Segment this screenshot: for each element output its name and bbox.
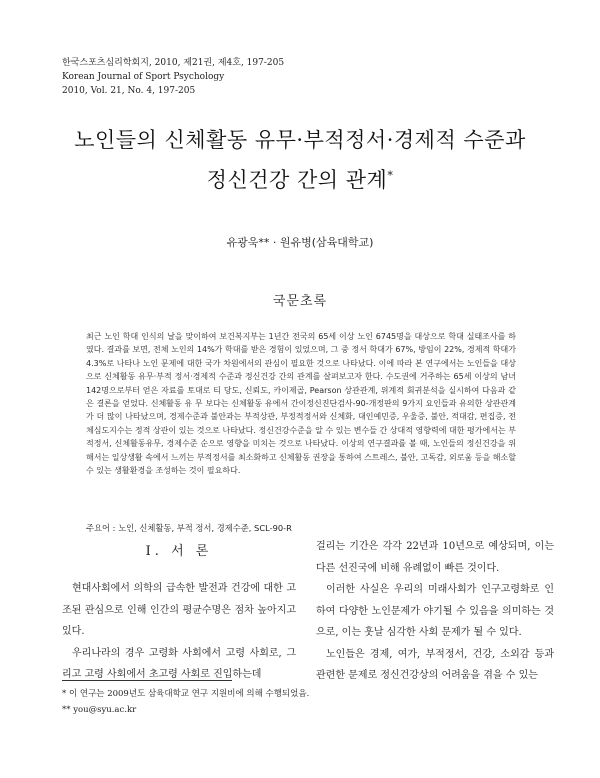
paper-title-line2 — [0, 158, 600, 198]
section-heading-introduction: Ⅰ. 서 론 — [145, 544, 213, 559]
body-paragraph: 노인들은 경제, 여가, 부적정서, 건강, 소외감 등과 관련한 문제로 정신건강상의 어려움을 겪을 수 있는 — [316, 648, 554, 681]
body-paragraph: 우리나라의 경우 고령화 사회에서 고령 사회로, 그리고 고령 사회에서 초고령 사회로 진입하는데 — [62, 647, 296, 680]
journal-citation — [62, 56, 284, 98]
title-footnote-marker: * — [387, 169, 394, 182]
author-line: 유광욱** · 원유병(삼육대학교) — [226, 236, 374, 249]
journal-volume-issue: 2010, Vol. 21, No. 4, 197-205 — [62, 86, 196, 96]
abstract-body: 최근 노인 학대 인식의 날을 맞이하여 보건복지부는 1년간 전국의 65세 이상 노인 6745명을 대상으로 학대 실태조사를 하였다. 결과를 보면, 전체 노인의 14%가 학대를 받은 경험이 있었으며, 그 중 정서 학대가 67%, 방임이 22%, 경제적 학대가 4.3%로 나타나 노인 문제에 대한 국가 차원에서의 관심이 필요한 것으로 나타났다. 이에 따라 본 연구에서는 노인들을 대상으로 신체활동 유무·부적 정서·경제적 수준과 정신건강 간의 관계를 살펴보고자 한다. 수도권에 거주하는 65세 이상의 남녀 142명으로부터 얻은 자료를 토대로 티 당도, 신뢰도, 카이제곱, Pearson 상관관계, 위계적 회귀분석을 실시하여 다음과 같은 결론을 얻었다. 신체활동 유 무 보다는 신체활동 유에서 간이정신진단검사-90-개정판의 9가지 요인들과 유의한 상관관계가 더 많이 나타났으며, 경제수준과 불안과는 부적상관, 부정적정서와 신체화, 대인예민증, 우울증, 불안, 적대감, 편집증, 전체심도지수는 정적 상관이 있는 것으로 나타났다. 정신건강수준을 알 수 있는 변수들 간 상대적 영향력에 대한 평가에서는 부적정서, 신체활동유무, 경제수준 순으로 영향을 미치는 것으로 나타났다. 이상의 연구결과를 볼 때, 노인들의 정신건강을 위해서는 일상생활 속에서 느끼는 부적정서를 최소화하고 신체활동 권장을 통하여 스트레스, 불안, 고독감, 외로움 등을 해소할 수 있는 생활환경을 조성하는 것이 필요하다. — [86, 332, 516, 476]
journal-citation-korean: 한국스포츠심리학회지, 2010, 제21권, 제4호, 197-205 — [62, 58, 285, 68]
paper-title-line1: 노인들의 신체활동 유무·부적정서·경제적 수준과 — [74, 128, 526, 152]
body-paragraph: 이러한 사실은 우리의 미래사회가 인구고령화로 인하여 다양한 노인문제가 야기될 수 있음을 의미하는 것으로, 이는 훗날 심각한 사회 문제가 될 수 있다. — [316, 584, 554, 638]
body-paragraph: 현대사회에서 의학의 급속한 발전과 건강에 대한 고조된 관심으로 인해 인간의 평균수명은 점차 높아지고 있다. — [62, 583, 296, 637]
journal-name-english: Korean Journal of Sport Psychology — [62, 72, 225, 82]
footnotes — [62, 686, 309, 718]
keywords: 주요어 : 노인, 신체활동, 부적 정서, 경제수준, SCL-90-R — [86, 523, 292, 533]
abstract-heading: 국문초록 — [272, 294, 328, 309]
body-column-left — [62, 578, 296, 686]
footnote-divider — [62, 680, 232, 681]
footnote-funding: * 이 연구는 2009년도 삼육대학교 연구 지원비에 의해 수행되었음. — [62, 689, 310, 699]
paper-title-line2-text: 정신건강 간의 관계 — [206, 168, 388, 192]
body-column-right — [316, 536, 554, 687]
footnote-contact: ** you@syu.ac.kr — [62, 705, 137, 715]
body-paragraph: 걸리는 기간은 각각 22년과 10년으로 예상되며, 이는 다른 선진국에 비해 유례없이 빠른 것이다. — [316, 541, 554, 574]
paper-title — [0, 122, 600, 198]
